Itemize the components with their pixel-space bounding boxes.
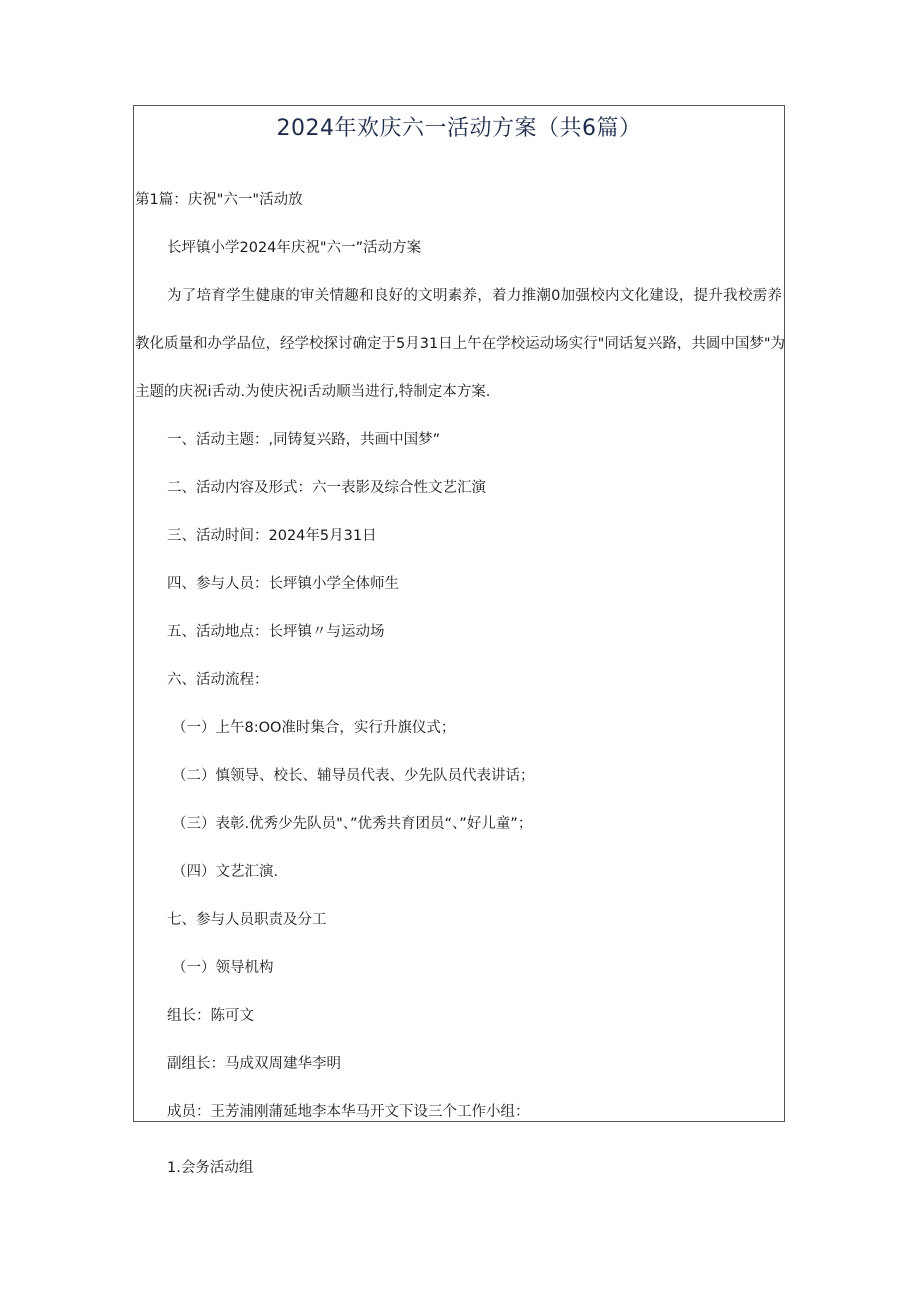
section-theme: 一、活动主题：,同铸复兴路，共画中国梦” xyxy=(167,432,441,448)
section-time: 三、活动时间：2024年5月31日 xyxy=(167,528,377,544)
section-participants: 四、参与人员：长坪镇小学全体师生 xyxy=(167,576,399,592)
intro-line-2: 教化质量和办学品位，经学校探讨确定于5月31日上午在学校运动场实行"同话复兴路，共圆中国梦"为 xyxy=(135,336,786,352)
leadership-heading: （一）领导机构 xyxy=(172,960,274,976)
members-line: 成员：王芳浦刚蒲延地李本华马开文下设三个工作小组： xyxy=(167,1104,530,1120)
duties-heading: 七、参与人员职责及分工 xyxy=(167,912,327,928)
chapter-heading: 第1篇：庆祝"六一"活动放 xyxy=(135,192,303,208)
process-step-4: （四）文艺汇演. xyxy=(172,864,279,880)
leader-line: 组长：陈可文 xyxy=(167,1008,254,1024)
section-location: 五、活动地点：长坪镇〃与运动场 xyxy=(167,624,385,640)
group-1-heading: 1.会务活动组 xyxy=(167,1160,254,1176)
process-step-1: （一）上午8:OO准时集合，实行升旗仪式； xyxy=(172,720,456,736)
intro-line-3: 主题的庆祝i舌动.为使庆祝i舌动顺当进行,特制定本方案. xyxy=(135,384,491,400)
intro-line-1: 为了培育学生健康的审关情趣和良好的文明素养，着力推潮0加强校内文化建设，提升我校雳养 xyxy=(167,288,782,304)
process-step-3: （三）表彰.优秀少先队员"、”优秀共育团员“、”好儿童”； xyxy=(172,816,533,832)
section-process: 六、活动流程： xyxy=(167,672,269,688)
plan-title: 长坪镇小学2024年庆祝"六一”活动方案 xyxy=(167,240,422,256)
process-step-2: （二）慎领导、校长、辅导员代表、少先队员代表讲话； xyxy=(172,768,535,784)
section-content: 二、活动内容及形式：六一表影及综合性文艺汇演 xyxy=(167,480,486,496)
document-title: 2024年欢庆六一活动方案（共6篇） xyxy=(276,116,642,141)
deputy-leader-line: 副组长：马成双周建华李明 xyxy=(167,1056,341,1072)
